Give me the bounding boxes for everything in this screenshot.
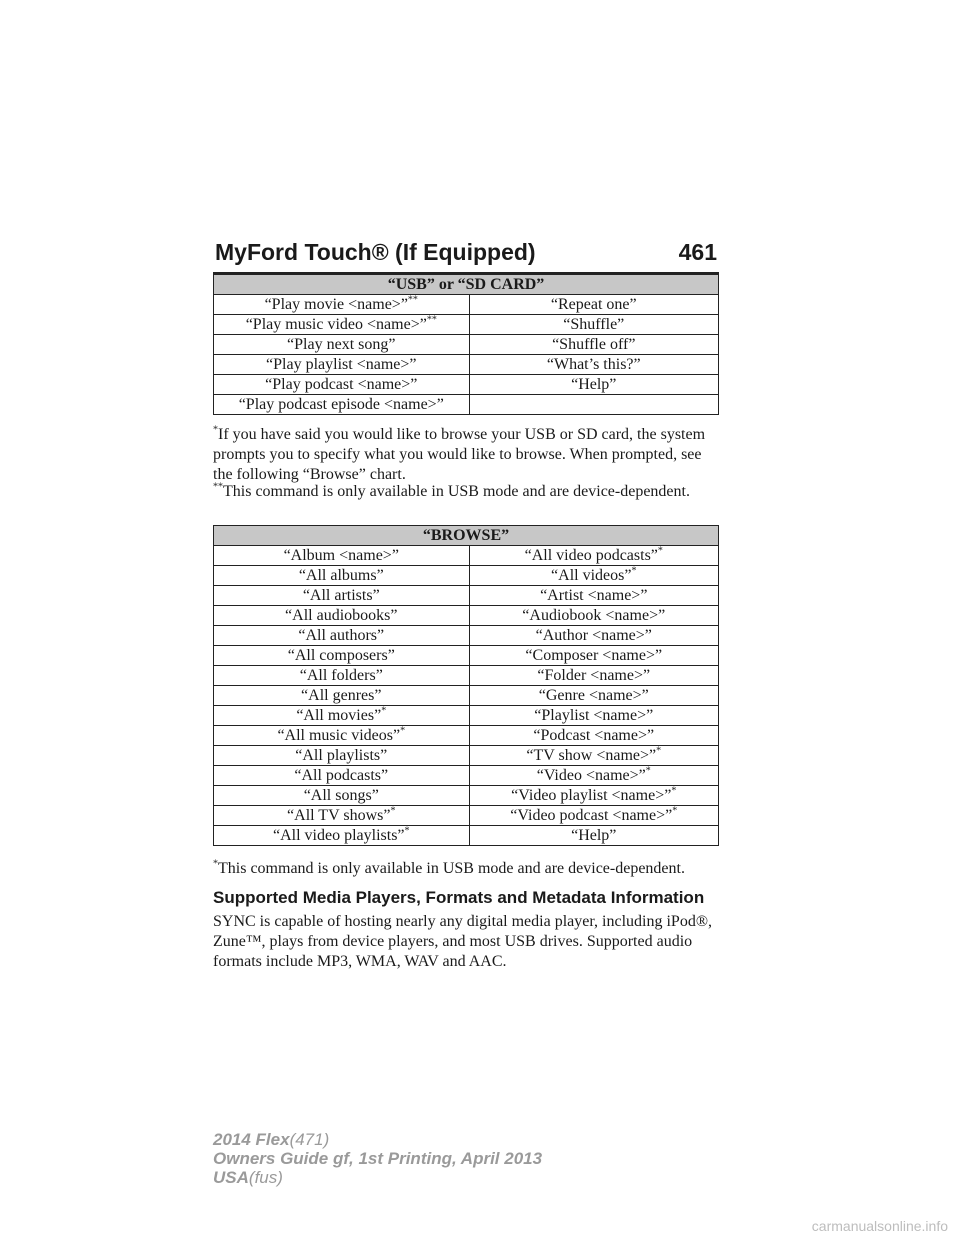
command-cell-right [469, 806, 718, 826]
command-text: “Play playlist <name>” [266, 356, 417, 373]
footer-region: USA [213, 1168, 249, 1187]
command-cell-left [214, 355, 470, 375]
command-text: “Help” [571, 827, 617, 844]
command-text: “Shuffle off” [552, 336, 636, 353]
command-text: “Artist <name>” [540, 587, 648, 604]
usb-sd-card-command-table [213, 274, 719, 415]
footnote-mark: * [671, 785, 677, 797]
browse-table-title: “BROWSE” [214, 526, 719, 546]
command-cell-left [214, 295, 470, 315]
command-cell-left [214, 706, 470, 726]
table-row [214, 295, 719, 315]
table-row [214, 646, 719, 666]
table-row [214, 746, 719, 766]
footnote-mark: * [631, 565, 637, 577]
command-cell-left [214, 566, 470, 586]
command-cell-left [214, 686, 470, 706]
command-text: “All video podcasts” [524, 547, 658, 564]
command-cell-left [214, 666, 470, 686]
section-heading: Supported Media Players, Formats and Metadata Information [213, 888, 705, 907]
command-cell-left [214, 546, 470, 566]
command-cell-left [214, 726, 470, 746]
command-text: “Play podcast <name>” [265, 376, 418, 393]
command-text: “All podcasts” [294, 767, 389, 784]
section-paragraph: SYNC is capable of hosting nearly any digital media player, including iPod®, Zune™, plays from device players, and most USB drives. Supported audio formats include MP3, WMA, WAV and AAC. [213, 913, 712, 970]
command-cell-right [469, 626, 718, 646]
usb-table-title: “USB” or “SD CARD” [214, 275, 719, 295]
command-text: “All video playlists” [272, 827, 405, 844]
command-cell-right [469, 355, 718, 375]
command-cell-left [214, 395, 470, 415]
table-row [214, 606, 719, 626]
command-cell-left [214, 766, 470, 786]
table-row [214, 786, 719, 806]
table-row [214, 586, 719, 606]
command-cell-right [469, 375, 718, 395]
command-text: “Genre <name>” [538, 687, 649, 704]
command-cell-right [469, 395, 718, 415]
command-text: “Playlist <name>” [534, 707, 654, 724]
command-text: “All music videos” [277, 727, 401, 744]
footnote-mark: * [390, 805, 396, 817]
command-cell-right [469, 766, 718, 786]
footnote-text: If you have said you would like to browse your USB or SD card, the system prompts you to specify what you would like to browse. When prompted, see the following “Browse” chart. [213, 426, 706, 483]
command-cell-right [469, 335, 718, 355]
footer-line-3 [213, 1168, 542, 1187]
footnote-browse [213, 425, 723, 485]
command-text: “All playlists” [295, 747, 388, 764]
command-text: “Video podcast <name>” [510, 807, 673, 824]
command-cell-left [214, 646, 470, 666]
command-text: “Author <name>” [535, 627, 652, 644]
command-text: “Play music video <name>” [245, 316, 427, 333]
watermark: carmanualsonline.info [811, 1218, 948, 1234]
command-text: “All authors” [298, 627, 385, 644]
footnote-mark: * [657, 545, 663, 557]
command-text: “All videos” [551, 567, 632, 584]
command-text: “What’s this?” [546, 356, 641, 373]
command-cell-right [469, 546, 718, 566]
table-row [214, 766, 719, 786]
command-text: “Audiobook <name>” [522, 607, 666, 624]
command-cell-left [214, 606, 470, 626]
table-row [214, 706, 719, 726]
footer-region-code: (fus) [248, 1168, 283, 1187]
table-row [214, 626, 719, 646]
table-row [214, 726, 719, 746]
command-cell-left [214, 315, 470, 335]
command-cell-left [214, 786, 470, 806]
command-cell-right [469, 746, 718, 766]
footnote-mark: ** [426, 314, 437, 326]
command-cell-left [214, 626, 470, 646]
footnote-text: This command is only available in USB mode and are device-dependent. [218, 860, 685, 877]
command-text: “Help” [571, 376, 617, 393]
command-cell-right [469, 786, 718, 806]
usb-table-body [214, 295, 719, 415]
table-row [214, 546, 719, 566]
command-text: “Repeat one” [550, 296, 637, 313]
command-text: “All movies” [296, 707, 382, 724]
command-cell-left [214, 335, 470, 355]
footnote-mark: * [213, 424, 218, 436]
command-text: “Album <name>” [283, 547, 399, 564]
command-cell-left [214, 746, 470, 766]
table-row [214, 395, 719, 415]
command-text: “All songs” [303, 787, 379, 804]
table-row [214, 806, 719, 826]
footnote-mark: ** [213, 481, 223, 493]
command-cell-right [469, 706, 718, 726]
footer-model: 2014 Flex [213, 1130, 290, 1149]
command-text: “All genres” [301, 687, 382, 704]
footer-line-2: Owners Guide gf, 1st Printing, April 2013 [213, 1149, 543, 1168]
command-cell-right [469, 646, 718, 666]
command-cell-right [469, 826, 718, 846]
footnote-mark: * [404, 825, 410, 837]
browse-command-table [213, 525, 719, 846]
footer-code: (471) [289, 1130, 330, 1149]
table-row [214, 315, 719, 335]
command-cell-right [469, 295, 718, 315]
footnote-usb-only [213, 482, 723, 502]
command-text: “Composer <name>” [525, 647, 663, 664]
page-title: MyFord Touch® (If Equipped) [215, 239, 536, 265]
table-row [214, 686, 719, 706]
table-row [214, 666, 719, 686]
table-row [214, 335, 719, 355]
command-text: “Play movie <name>” [264, 296, 408, 313]
table-row [214, 826, 719, 846]
command-cell-right [469, 726, 718, 746]
command-text: “All composers” [287, 647, 395, 664]
command-cell-right [469, 586, 718, 606]
command-text: “TV show <name>” [526, 747, 657, 764]
footnote-mark: * [656, 745, 662, 757]
command-text: “All TV shows” [287, 807, 391, 824]
command-text: “Podcast <name>” [533, 727, 655, 744]
command-text: “All artists” [302, 587, 380, 604]
footnote-text: This command is only available in USB mode and are device-dependent. [223, 483, 690, 500]
footnote-mark: * [645, 765, 651, 777]
footnote-device-dependent [213, 859, 723, 879]
command-cell-left [214, 806, 470, 826]
footnote-mark: * [213, 858, 218, 870]
footnote-mark: * [400, 725, 406, 737]
command-cell-left [214, 375, 470, 395]
browse-table-body [214, 546, 719, 846]
command-text: “Play next song” [287, 336, 396, 353]
command-cell-right [469, 606, 718, 626]
print-footer [213, 1130, 542, 1187]
page-number: 461 [678, 239, 717, 265]
command-cell-left [214, 586, 470, 606]
command-text: “Folder <name>” [537, 667, 651, 684]
command-cell-left [214, 826, 470, 846]
command-text: “Shuffle” [563, 316, 625, 333]
command-text: “Play podcast episode <name>” [238, 396, 444, 413]
table-row [214, 566, 719, 586]
command-text: “Video playlist <name>” [511, 787, 672, 804]
footer-line-1 [213, 1130, 542, 1149]
command-cell-right [469, 666, 718, 686]
command-text: “All albums” [298, 567, 384, 584]
footnote-mark: * [672, 805, 678, 817]
table-row [214, 355, 719, 375]
command-cell-right [469, 566, 718, 586]
table-row [214, 375, 719, 395]
page-header [213, 228, 719, 275]
command-cell-right [469, 686, 718, 706]
command-cell-right [469, 315, 718, 335]
footnote-mark: ** [407, 294, 418, 306]
command-text: “Video <name>” [536, 767, 646, 784]
command-text: “All audiobooks” [285, 607, 398, 624]
command-text: “All folders” [299, 667, 383, 684]
footnote-mark: * [381, 705, 387, 717]
